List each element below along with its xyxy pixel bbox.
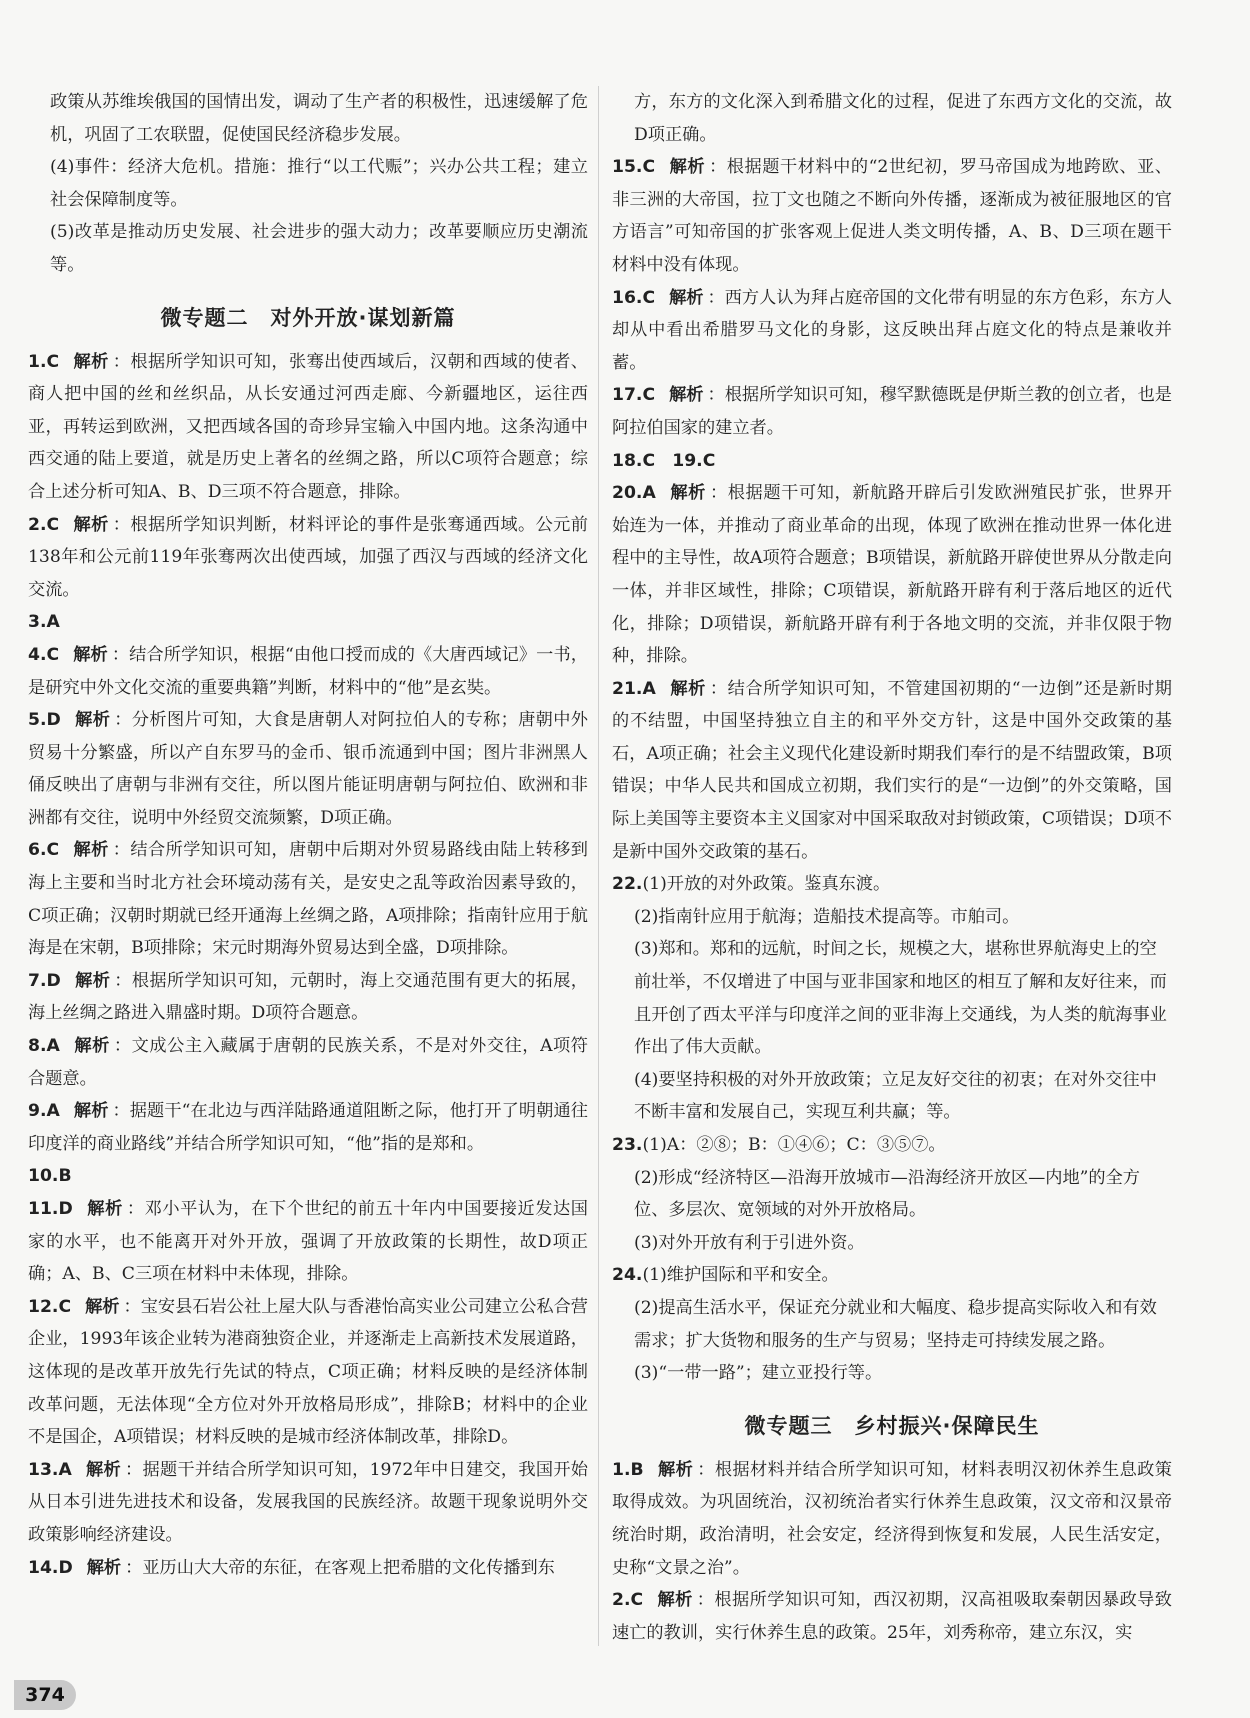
question-number: 14. <box>28 1557 59 1578</box>
analysis-text: ：据题干“在北边与西洋陆路通道阻断之际，他打开了明朝通往印度洋的商业路线”并结合所学知识可知，“他”指的是郑和。 <box>28 1101 588 1154</box>
answer-choice: A <box>46 1101 60 1122</box>
answer-item <box>28 1291 588 1454</box>
left-column <box>28 86 588 1584</box>
analysis-text: ：根据题干材料中的“2世纪初，罗马帝国成为地跨欧、亚、非三洲的大帝国，拉丁文也随之不断向外传播，逐渐成为被征服地区的官方语言”可知帝国的扩张客观上促进人类文明传播，A、B、D三项在题干材料中没有体现。 <box>612 157 1172 275</box>
analysis-text: ：分析图片可知，大食是唐朝人对阿拉伯人的专称；唐朝中外贸易十分繁盛，所以产自东罗马的金币、银币流通到中国；图片非洲黑人俑反映出了唐朝与非洲有交往，所以图片能证明唐朝与阿拉伯、欧洲和非洲都有交往，说明中外经贸交流频繁，D项正确。 <box>28 710 588 828</box>
answer-list <box>612 151 1172 868</box>
answer-list <box>28 346 588 1585</box>
question-number: 16. <box>612 287 643 308</box>
answer-choice: D <box>46 710 61 731</box>
answer-choice: C <box>642 157 656 178</box>
answer-item <box>28 606 588 639</box>
answer-choice: C <box>46 644 60 665</box>
page-number: 374 <box>14 1680 76 1710</box>
analysis-label: 解析 <box>669 483 706 504</box>
question-number: 4. <box>28 644 47 665</box>
answer-item <box>28 704 588 834</box>
answer-choice: A <box>58 1459 72 1480</box>
answer-item <box>28 965 588 1030</box>
question-number: 15. <box>612 157 643 178</box>
intro-paragraph: (5)改革是推动历史发展、社会进步的强大动力；改革要顺应历史潮流等。 <box>50 222 588 275</box>
analysis-text: ：宝安县石岩公社上屋大队与香港怡高实业公司建立公私合营企业，1993年该企业转为港商独资企业，并逐渐走上高新技术发展道路，这体现的是改革开放先行先试的特点，C项正确；材料反映的是经济体制改革问题，无法体现“全方位对外开放格局形成”，排除B；材料中的企业不是国企，A项错误；材料反映的是城市经济体制改革，排除D。 <box>28 1296 588 1448</box>
answer-item <box>612 151 1172 281</box>
answer-item <box>28 509 588 607</box>
answer-item <box>28 1193 588 1291</box>
question-22 <box>612 868 1172 901</box>
question-number: 17. <box>612 385 643 406</box>
answer-line: (1)A：②⑧；B：①④⑥；C：③⑤⑦。 <box>642 1135 946 1155</box>
answer-list <box>612 1454 1172 1650</box>
question-number: 11. <box>28 1199 59 1219</box>
question-number: 5. <box>28 710 47 731</box>
question-number: 21. <box>612 678 643 699</box>
answer-choice: C <box>642 385 656 406</box>
answer-choice: B <box>630 1459 644 1480</box>
answer-line: (1)开放的对外政策。鉴真东渡。 <box>642 874 891 895</box>
analysis-label: 解析 <box>74 970 111 991</box>
analysis-text: ：西方人认为拜占庭帝国的文化带有明显的东方色彩，东方人却从中看出希腊罗马文化的身影，这反映出拜占庭文化的特点是兼收并蓄。 <box>612 287 1172 373</box>
analysis-label: 解析 <box>657 1459 694 1480</box>
intro-paragraph: (4)事件：经济大危机。措施：推行“以工代赈”；兴办公共工程；建立社会保障制度等。 <box>50 157 588 210</box>
right-intro <box>612 86 1172 151</box>
answer-item <box>28 1095 588 1160</box>
analysis-label: 解析 <box>657 1590 693 1611</box>
question-number: 8. <box>28 1036 47 1057</box>
section-heading-2: 微专题二 对外开放·谋划新篇 <box>160 305 456 330</box>
analysis-label: 解析 <box>85 1459 121 1480</box>
answer-choice: C <box>58 1296 72 1317</box>
intro-paragraph: 政策从苏维埃俄国的国情出发，调动了生产者的积极性，迅速缓解了危机，巩固了工农联盟，促使国民经济稳步发展。 <box>50 92 588 145</box>
analysis-label: 解析 <box>85 1296 120 1317</box>
answer-line: (2)指南针应用于航海；造船技术提高等。市舶司。 <box>634 906 1020 927</box>
answer-line: (2)形成“经济特区—沿海开放城市—沿海经济开放区—内地”的全方位、多层次、宽领域的对外开放格局。 <box>634 1167 1140 1221</box>
question-number: 2. <box>612 1590 631 1611</box>
answer-line: (2)提高生活水平，保证充分就业和大幅度、稳步提高实际收入和有效需求；扩大货物和服务的生产与贸易；坚持走可持续发展之路。 <box>634 1297 1157 1351</box>
answer-choice: D <box>46 970 61 991</box>
question-number: 12. <box>28 1296 59 1317</box>
answer-item <box>612 1584 1172 1649</box>
analysis-text: ：根据所学知识判断，材料评论的事件是张骞通西域。公元前138年和公元前119年张骞两次出使西域，加强了西汉与西域的经济文化交流。 <box>28 514 588 600</box>
answer-item <box>28 1454 588 1552</box>
question-number: 3. <box>28 612 47 633</box>
answer-item <box>612 445 1172 478</box>
answer-item <box>612 673 1172 869</box>
analysis-text: ：结合所学知识可知，不管建国初期的“一边倒”还是新时期的不结盟，中国坚持独立自主的和平外交方针，这是中国外交政策的基石，A项正确；社会主义现代化建设新时期我们奉行的是不结盟政策，B项错误；中华人民共和国成立初期，我们实行的是“一边倒”的外交策略，国际上美国等主要资本主义国家对中国采取敌对封锁政策，C项错误；D项不是新中国外交政策的基石。 <box>612 678 1172 862</box>
analysis-label: 解析 <box>74 710 111 731</box>
analysis-label: 解析 <box>73 351 109 372</box>
answer-item <box>28 346 588 509</box>
analysis-label: 解析 <box>669 287 704 308</box>
question-24 <box>612 1259 1172 1292</box>
analysis-text: ：文成公主入藏属于唐朝的民族关系，不是对外交往，A项符合题意。 <box>28 1036 588 1089</box>
answer-choice: C <box>46 840 60 861</box>
question-number: 23. <box>612 1135 643 1155</box>
analysis-label: 解析 <box>86 1557 122 1578</box>
answer-choice: A <box>642 483 656 504</box>
answer-item <box>612 1454 1172 1584</box>
question-number: 1. <box>28 351 47 372</box>
answer-item <box>612 282 1172 380</box>
question-number: 18. <box>612 450 643 471</box>
right-column <box>612 86 1172 1649</box>
analysis-label: 解析 <box>669 678 706 699</box>
analysis-text: ：根据所学知识可知，张骞出使西域后，汉朝和西域的使者、商人把中国的丝和丝织品，从长安通过河西走廊、今新疆地区，运往西亚，再转运到欧洲，又把西域各国的奇珍异宝输入中国内地。这条沟通中西交通的陆上要道，就是历史上著名的丝绸之路，所以C项符合题意；综合上述分析可知A、B、D三项不符合题意，排除。 <box>28 351 588 502</box>
answer-line: (3)“一带一路”；建立亚投行等。 <box>634 1363 883 1384</box>
answer-choice: C <box>642 287 656 308</box>
answer-line: (3)对外开放有利于引进外资。 <box>634 1232 865 1253</box>
intro-paragraph: 方，东方的文化深入到希腊文化的过程，促进了东西方文化的交流，故D项正确。 <box>634 92 1172 145</box>
answer-choice: C <box>46 514 60 535</box>
analysis-text: ：根据题干可知，新航路开辟后引发欧洲殖民扩张，世界开始连为一体，并推动了商业革命的出现，体现了欧洲在推动世界一体化进程中的主导性，故A项符合题意；B项错误，新航路开辟使世界从分散走向一体，并非区域性，排除；C项错误，新航路开辟有利于落后地区的近代化，排除；D项错误，新航路开辟有利于各地文明的交流，并非仅限于物种，排除。 <box>612 483 1172 667</box>
answer-choice: B <box>58 1166 72 1187</box>
question-number: 22. <box>612 874 643 895</box>
analysis-label: 解析 <box>86 1199 123 1219</box>
answer-item <box>28 1030 588 1095</box>
analysis-label: 解析 <box>669 385 704 406</box>
answer-choice: A <box>46 1036 60 1057</box>
analysis-text: ：根据所学知识可知，元朝时，海上交通范围有更大的拓展，海上丝绸之路进入鼎盛时期。D项符合题意。 <box>28 970 588 1024</box>
answer-item <box>612 477 1172 673</box>
answer-choice: C 19.C <box>642 450 716 471</box>
answer-item <box>28 639 588 704</box>
analysis-label: 解析 <box>73 1101 109 1122</box>
analysis-text: ：结合所学知识，根据“由他口授而成的《大唐西域记》一书，是研究中外文化交流的重要典籍”判断，材料中的“他”是玄奘。 <box>28 644 588 698</box>
analysis-label: 解析 <box>73 514 109 535</box>
question-number: 9. <box>28 1101 47 1122</box>
answer-choice: D <box>58 1199 73 1219</box>
analysis-label: 解析 <box>73 840 109 861</box>
answer-choice: A <box>642 678 656 699</box>
analysis-text: ：据题干并结合所学知识可知，1972年中日建交，我国开始从日本引进先进技术和设备，发展我国的民族经济。故题干现象说明外交政策影响经济建设。 <box>28 1459 588 1545</box>
left-intro <box>28 86 588 282</box>
question-number: 24. <box>612 1265 643 1286</box>
answer-item <box>28 1552 588 1585</box>
analysis-label: 解析 <box>73 644 108 665</box>
question-number: 20. <box>612 483 643 504</box>
answer-line: (1)维护国际和平和安全。 <box>642 1265 839 1286</box>
answer-choice: C <box>46 351 60 372</box>
analysis-label: 解析 <box>73 1036 110 1057</box>
question-number: 10. <box>28 1166 59 1187</box>
analysis-text: ：根据所学知识可知，西汉初期，汉高祖吸取秦朝因暴政导致速亡的教训，实行休养生息的政策。25年，刘秀称帝，建立东汉，实 <box>612 1590 1172 1643</box>
analysis-text: ：亚历山大大帝的东征，在客观上把希腊的文化传播到东 <box>125 1557 555 1578</box>
question-number: 2. <box>28 514 47 535</box>
analysis-label: 解析 <box>669 157 706 178</box>
section-heading-3: 微专题三 乡村振兴·保障民生 <box>744 1413 1040 1438</box>
analysis-text: ：结合所学知识可知，唐朝中后期对外贸易路线由陆上转移到海上主要和当时北方社会环境动荡有关，是安史之乱等政治因素导致的，C项正确；汉朝时期就已经开通海上丝绸之路，A项排除；指南针应用于航海是在宋朝，B项排除；宋元时期海外贸易达到全盛，D项排除。 <box>28 840 588 959</box>
question-23 <box>612 1129 1172 1162</box>
question-number: 6. <box>28 840 47 861</box>
analysis-text: ：邓小平认为，在下个世纪的前五十年内中国要接近发达国家的水平，也不能离开对外开放，强调了开放政策的长期性，故D项正确；A、B、C三项在材料中未体现，排除。 <box>28 1199 588 1285</box>
answer-item <box>28 1160 588 1193</box>
analysis-text: ：根据所学知识可知，穆罕默德既是伊斯兰教的创立者，也是阿拉伯国家的建立者。 <box>612 385 1172 438</box>
answer-choice: C <box>630 1590 644 1611</box>
column-divider <box>598 86 599 1646</box>
answer-choice: A <box>46 612 60 633</box>
question-number: 7. <box>28 970 47 991</box>
answer-line: (4)要坚持积极的对外开放政策；立足友好交往的初衷；在对外交往中不断丰富和发展自己，实现互利共赢；等。 <box>634 1069 1157 1123</box>
question-number: 13. <box>28 1459 59 1480</box>
answer-item <box>28 834 588 964</box>
answer-item <box>612 379 1172 444</box>
answer-choice: D <box>58 1557 73 1578</box>
answer-line: (3)郑和。郑和的远航，时间之长，规模之大，堪称世界航海史上的空前壮举，不仅增进了中国与亚非国家和地区的相互了解和友好往来，而且开创了西太平洋与印度洋之间的亚非海上交通线，为人类的航海事业作出了伟大贡献。 <box>634 939 1167 1058</box>
question-number: 1. <box>612 1459 631 1480</box>
analysis-text: ：根据材料并结合所学知识可知，材料表明汉初休养生息政策取得成效。为巩固统治，汉初统治者实行休养生息政策，汉文帝和汉景帝统治时期，政治清明，社会安定，经济得到恢复和发展，人民生活安定，史称“文景之治”。 <box>612 1459 1172 1578</box>
